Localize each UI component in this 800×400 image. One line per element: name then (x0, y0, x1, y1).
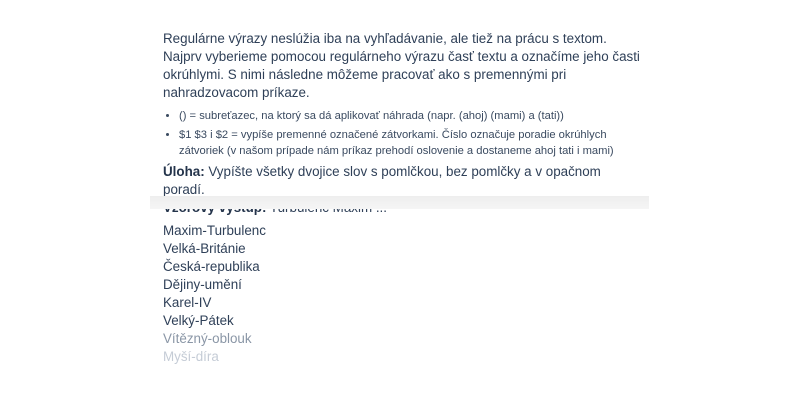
list-item: Dějiny-umění (163, 277, 242, 292)
lesson-content (163, 30, 643, 217)
list-item: Myší-díra (163, 349, 219, 364)
section-divider (150, 196, 649, 209)
list-item: Maxim-Turbulenc (163, 223, 266, 238)
list-item: Karel-IV (163, 295, 212, 310)
task-label: Úloha: (163, 163, 205, 179)
intro-paragraph: Regulárne výrazy neslúžia iba na vyhľadávanie, ale tiež na prácu s textom. Najprv vyberieme pomocou regulárneho výrazu časť textu a označíme jeho časti okrúhlymi. S nimi následne môžeme pracovať ako s premennými pri nahradzovacom príkaze. (163, 31, 640, 100)
input-word-list (163, 222, 266, 366)
bullet-item-variables: • $1 $3 i $2 = vypíše premenné označené zátvorkami. Číslo označuje poradie okrúhlych zátvoriek (v našom prípade nám príkaz prehodí oslovenie a dostaneme ahoj tati i mami) (179, 127, 643, 160)
bullet-list (163, 108, 643, 160)
task-text: Vypíšte všetky dvojice slov s pomlčkou, bez pomlčky a v opačnom poradí. (163, 163, 601, 197)
list-item: Velký-Pátek (163, 313, 234, 328)
task-line (163, 163, 643, 199)
list-item: Česká-republika (163, 259, 260, 274)
list-item: Vítězný-oblouk (163, 331, 252, 346)
bullet-item-parentheses: • () = subreťazec, na ktorý sa dá aplikovať náhrada (napr. (ahoj) (mami) a (tati)) (179, 108, 643, 125)
list-item: Velká-Británie (163, 241, 246, 256)
